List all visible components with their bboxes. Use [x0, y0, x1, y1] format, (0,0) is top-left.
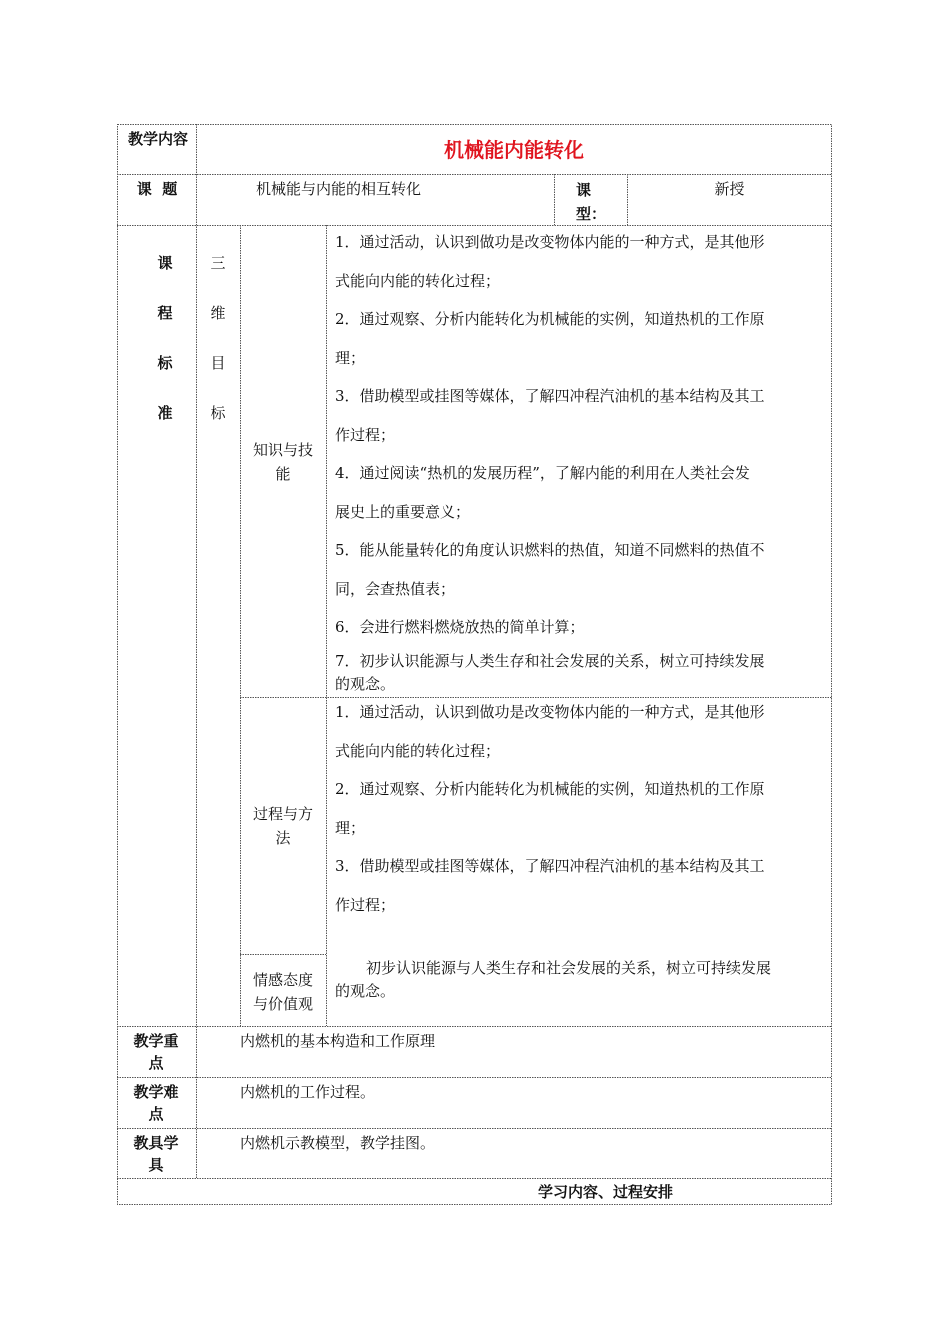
tools-label: 教具学具	[133, 1134, 179, 1174]
objective-line: 的观念。	[335, 675, 396, 693]
type-value: 新授	[714, 180, 745, 198]
knowledge-objectives	[335, 230, 830, 654]
difficulty-label: 教学难点	[133, 1083, 179, 1123]
dimension-label-char: 目	[210, 354, 226, 372]
process-label: 过程与方法	[252, 805, 313, 847]
objective-line: 1．通过活动，认识到做功是改变物体内能的一种方式，是其他形	[335, 703, 765, 721]
objective-line: 理；	[335, 348, 366, 367]
dimension-label-char: 三	[210, 254, 226, 272]
standards-label-char: 标	[157, 354, 173, 372]
objective-line: 作过程；	[335, 895, 396, 914]
objective-line: 3．借助模型或挂图等媒体，了解四冲程汽油机的基本结构及其工	[335, 387, 765, 405]
knowledge-label: 知识与技能	[252, 441, 313, 483]
dimension-label	[203, 252, 233, 452]
objective-line: 2．通过观察、分析内能转化为机械能的实例，知道热机的工作原	[335, 780, 765, 798]
objective-line: 式能向内能的转化过程；	[335, 741, 501, 760]
type-label: 课型：	[576, 181, 607, 223]
objective-line: 展史上的重要意义；	[335, 502, 471, 521]
objective-line: 作过程；	[335, 425, 396, 444]
emotion-objective	[335, 957, 830, 1003]
standards-label-char: 课	[157, 254, 173, 272]
difficulty-value: 内燃机的工作过程。	[240, 1083, 376, 1101]
standards-label	[150, 252, 180, 452]
topic-value: 机械能与内能的相互转化	[256, 180, 422, 198]
objective-line: 4．通过阅读“热机的发展历程”，了解内能的利用在人类社会发	[335, 464, 750, 482]
standards-label-char: 程	[157, 304, 173, 322]
dimension-label-char: 维	[210, 304, 226, 322]
dimension-label-char: 标	[210, 404, 226, 422]
knowledge-objective-7	[335, 650, 830, 696]
objective-line: 初步认识能源与人类生存和社会发展的关系，树立可持续发展	[366, 959, 772, 977]
standards-label-char: 准	[157, 404, 173, 422]
key-point-label: 教学重点	[133, 1032, 179, 1072]
tools-value: 内燃机示教模型，教学挂图。	[240, 1134, 436, 1152]
objective-line: 同，会查热值表；	[335, 579, 456, 598]
objective-line: 的观念。	[335, 982, 396, 1000]
process-objectives	[335, 700, 830, 931]
objective-line: 理；	[335, 818, 366, 837]
objective-line: 2．通过观察、分析内能转化为机械能的实例，知道热机的工作原	[335, 310, 765, 328]
objective-line: 6．会进行燃料燃烧放热的简单计算；	[335, 618, 585, 636]
section-heading: 学习内容、过程安排	[538, 1183, 674, 1201]
objective-line: 3．借助模型或挂图等媒体，了解四冲程汽油机的基本结构及其工	[335, 857, 765, 875]
objective-line: 7．初步认识能源与人类生存和社会发展的关系，树立可持续发展	[335, 652, 765, 670]
emotion-label: 情感态度与价值观	[252, 971, 313, 1013]
page-title: 机械能内能转化	[444, 138, 584, 162]
objective-line: 式能向内能的转化过程；	[335, 271, 501, 290]
content-label: 教学内容	[127, 130, 188, 148]
key-point-value: 内燃机的基本构造和工作原理	[240, 1032, 436, 1050]
topic-label: 课 题	[136, 180, 178, 198]
objective-line: 1．通过活动，认识到做功是改变物体内能的一种方式，是其他形	[335, 233, 765, 251]
objective-line: 5．能从能量转化的角度认识燃料的热值，知道不同燃料的热值不	[335, 541, 765, 559]
